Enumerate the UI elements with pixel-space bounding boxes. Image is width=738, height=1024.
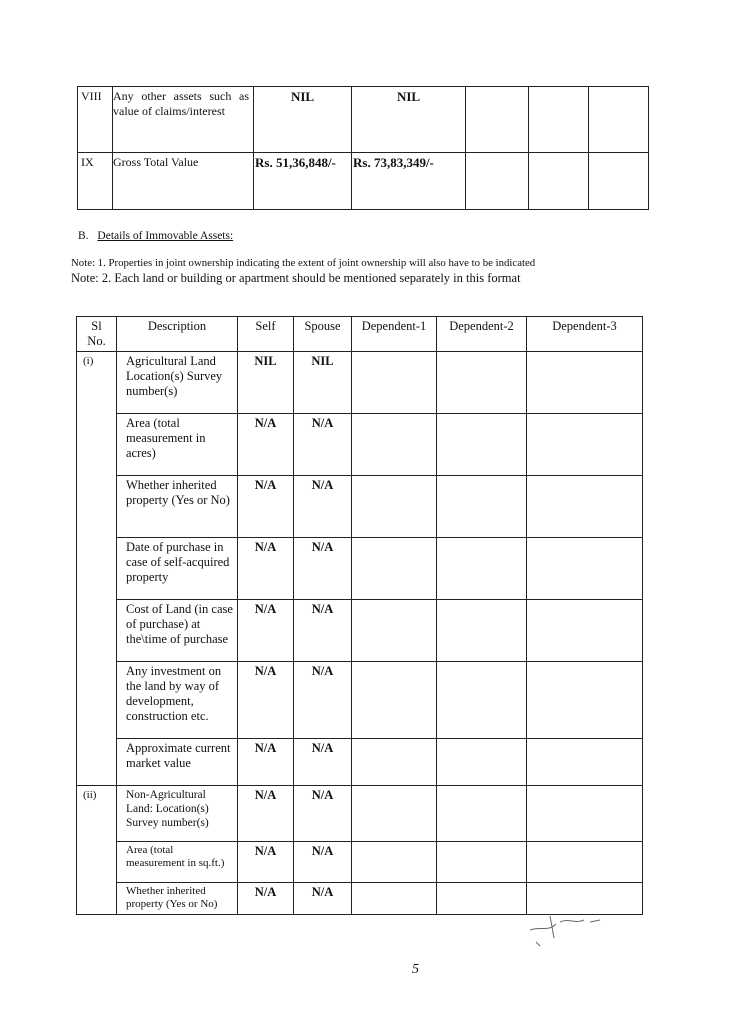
description-cell: Area (total measurement in sq.ft.) bbox=[117, 842, 238, 883]
spouse-value-cell: N/A bbox=[294, 538, 352, 600]
self-value-cell: N/A bbox=[238, 883, 294, 915]
self-value-cell: N/A bbox=[238, 739, 294, 786]
header-description: Description bbox=[117, 317, 238, 352]
header-dependent-1: Dependent-1 bbox=[352, 317, 437, 352]
description-cell: Approximate current market value bbox=[117, 739, 238, 786]
dependent-2-cell bbox=[437, 842, 527, 883]
sl-cell: (ii) bbox=[77, 786, 117, 915]
spouse-value-cell: N/A bbox=[294, 786, 352, 842]
description-cell: Cost of Land (in case of purchase) at the\time of purchase bbox=[117, 600, 238, 662]
dependent-3-cell bbox=[527, 739, 643, 786]
dependent-1-cell bbox=[352, 786, 437, 842]
section-heading bbox=[78, 230, 233, 242]
dependent-1-cell bbox=[352, 538, 437, 600]
description-cell: Non-Agricultural Land: Location(s) Survey number(s) bbox=[117, 786, 238, 842]
self-value-cell: NIL bbox=[238, 352, 294, 414]
spouse-value-cell: N/A bbox=[294, 883, 352, 915]
table-row bbox=[77, 662, 643, 739]
spouse-value-cell: N/A bbox=[294, 842, 352, 883]
dependent-3-cell bbox=[527, 600, 643, 662]
description-cell: Gross Total Value bbox=[113, 153, 254, 210]
table-row bbox=[77, 739, 643, 786]
self-value-cell: N/A bbox=[238, 414, 294, 476]
self-value-cell: N/A bbox=[238, 842, 294, 883]
dependent-2-cell bbox=[529, 87, 589, 153]
sl-cell: VIII bbox=[78, 87, 113, 153]
table-row bbox=[78, 87, 649, 153]
dependent-1-cell bbox=[352, 600, 437, 662]
table-row bbox=[77, 476, 643, 538]
table-row bbox=[77, 352, 643, 414]
dependent-3-cell bbox=[527, 538, 643, 600]
header-dependent-2: Dependent-2 bbox=[437, 317, 527, 352]
dependent-3-cell bbox=[527, 662, 643, 739]
self-value-cell: N/A bbox=[238, 538, 294, 600]
dependent-2-cell bbox=[437, 476, 527, 538]
signature-scribble bbox=[520, 908, 610, 958]
note-2: Note: 2. Each land or building or apartment should be mentioned separately in this format bbox=[71, 271, 521, 285]
self-value-cell: N/A bbox=[238, 600, 294, 662]
table-row bbox=[78, 153, 649, 210]
dependent-2-cell bbox=[437, 662, 527, 739]
description-cell: Whether inherited property (Yes or No) bbox=[117, 476, 238, 538]
header-sl: Sl No. bbox=[77, 317, 117, 352]
header-spouse: Spouse bbox=[294, 317, 352, 352]
self-value-cell: N/A bbox=[238, 476, 294, 538]
spouse-value-cell: N/A bbox=[294, 662, 352, 739]
spouse-value-cell: NIL bbox=[352, 87, 466, 153]
header-row bbox=[77, 317, 643, 352]
dependent-1-cell bbox=[352, 883, 437, 915]
dependent-1-cell bbox=[352, 414, 437, 476]
dependent-2-cell bbox=[529, 153, 589, 210]
description-cell: Date of purchase in case of self-acquired property bbox=[117, 538, 238, 600]
spouse-value-cell: N/A bbox=[294, 476, 352, 538]
self-value-cell: NIL bbox=[254, 87, 352, 153]
dependent-2-cell bbox=[437, 883, 527, 915]
description-cell: Area (total measurement in acres) bbox=[117, 414, 238, 476]
dependent-1-cell bbox=[466, 153, 529, 210]
table-row bbox=[77, 414, 643, 476]
dependent-2-cell bbox=[437, 414, 527, 476]
dependent-1-cell bbox=[352, 662, 437, 739]
table-row bbox=[77, 842, 643, 883]
self-value-cell: Rs. 51,36,848/- bbox=[254, 153, 352, 210]
description-cell: Any investment on the land by way of development, construction etc. bbox=[117, 662, 238, 739]
dependent-2-cell bbox=[437, 600, 527, 662]
dependent-3-cell bbox=[589, 87, 649, 153]
note-1: Note: 1. Properties in joint ownership indicating the extent of joint ownership will also have to be indicated bbox=[71, 257, 536, 269]
dependent-3-cell bbox=[527, 786, 643, 842]
sl-cell: (i) bbox=[77, 352, 117, 786]
dependent-1-cell bbox=[466, 87, 529, 153]
dependent-1-cell bbox=[352, 739, 437, 786]
dependent-3-cell bbox=[589, 153, 649, 210]
header-self: Self bbox=[238, 317, 294, 352]
dependent-3-cell bbox=[527, 352, 643, 414]
table-row bbox=[77, 786, 643, 842]
description-cell: Agricultural Land Location(s) Survey number(s) bbox=[117, 352, 238, 414]
description-cell: Whether inherited property (Yes or No) bbox=[117, 883, 238, 915]
self-value-cell: N/A bbox=[238, 662, 294, 739]
spouse-value-cell: Rs. 73,83,349/- bbox=[352, 153, 466, 210]
table-row bbox=[77, 600, 643, 662]
dependent-1-cell bbox=[352, 476, 437, 538]
movable-assets-table bbox=[77, 86, 649, 210]
section-title: Details of Immovable Assets: bbox=[97, 230, 234, 242]
spouse-value-cell: N/A bbox=[294, 739, 352, 786]
dependent-3-cell bbox=[527, 476, 643, 538]
self-value-cell: N/A bbox=[238, 786, 294, 842]
dependent-2-cell bbox=[437, 786, 527, 842]
page-number: 5 bbox=[412, 962, 419, 977]
table-row bbox=[77, 538, 643, 600]
spouse-value-cell: N/A bbox=[294, 600, 352, 662]
dependent-2-cell bbox=[437, 352, 527, 414]
dependent-3-cell bbox=[527, 414, 643, 476]
dependent-2-cell bbox=[437, 538, 527, 600]
spouse-value-cell: N/A bbox=[294, 414, 352, 476]
section-letter: B. bbox=[78, 230, 89, 242]
sl-cell: IX bbox=[78, 153, 113, 210]
immovable-assets-table bbox=[76, 316, 643, 915]
dependent-2-cell bbox=[437, 739, 527, 786]
dependent-1-cell bbox=[352, 842, 437, 883]
dependent-3-cell bbox=[527, 842, 643, 883]
spouse-value-cell: NIL bbox=[294, 352, 352, 414]
dependent-1-cell bbox=[352, 352, 437, 414]
header-dependent-3: Dependent-3 bbox=[527, 317, 643, 352]
description-cell: Any other assets such as value of claims/interest bbox=[113, 87, 254, 153]
